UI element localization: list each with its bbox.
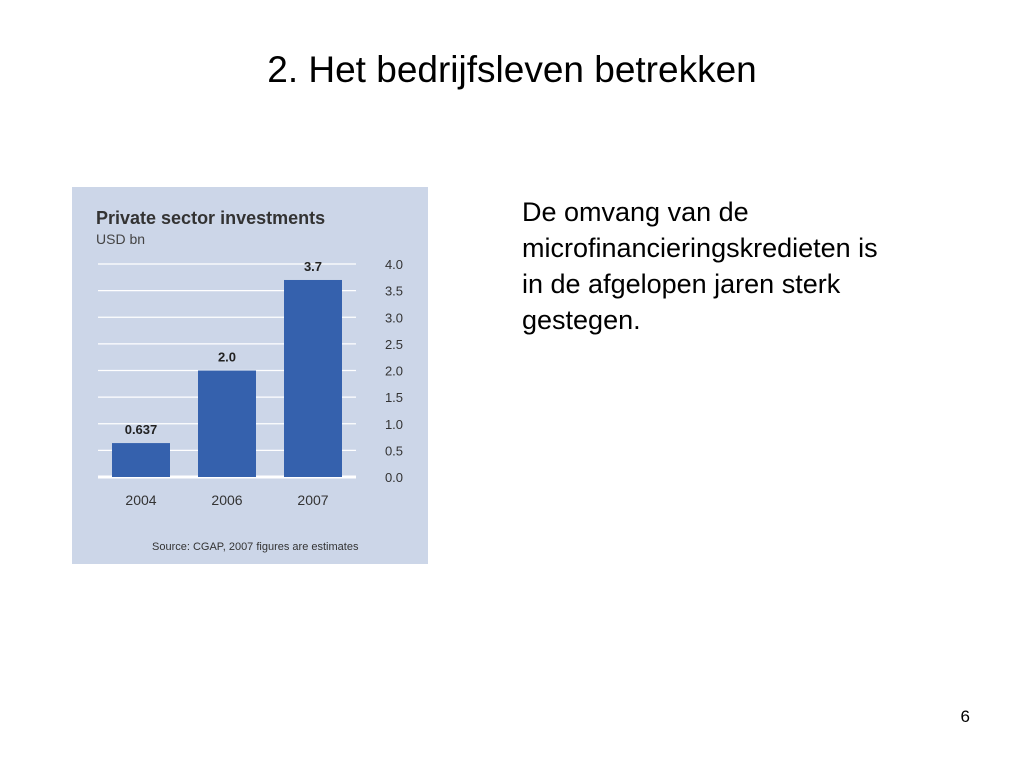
x-tick-label: 2007 bbox=[297, 492, 329, 508]
y-tick-label: 2.0 bbox=[384, 363, 404, 379]
bar bbox=[198, 371, 256, 478]
data-label: 3.7 bbox=[303, 258, 323, 274]
y-tick-labels bbox=[385, 257, 403, 485]
y-tick-label: 1.0 bbox=[384, 416, 404, 432]
body-line: in de afgelopen jaren sterk bbox=[522, 269, 841, 299]
chart-subtitle: USD bn bbox=[96, 231, 146, 247]
x-tick-labels bbox=[125, 492, 328, 508]
bar bbox=[112, 443, 170, 477]
y-tick-label: 1.5 bbox=[384, 390, 404, 406]
y-tick-label: 3.5 bbox=[384, 283, 404, 299]
x-tick-label: 2004 bbox=[125, 492, 157, 508]
y-tick-label: 4.0 bbox=[384, 257, 404, 272]
slide-number: 6 bbox=[960, 707, 970, 726]
x-tick-label: 2006 bbox=[211, 492, 243, 508]
body-line: microfinancieringskredieten is bbox=[522, 233, 878, 263]
data-label: 2.0 bbox=[217, 349, 237, 365]
y-tick-label: 0.0 bbox=[384, 470, 404, 485]
slide-title: 2. Het bedrijfsleven betrekken bbox=[267, 49, 757, 90]
bar-chart bbox=[72, 187, 428, 564]
body-line: gestegen. bbox=[522, 305, 641, 335]
chart-panel bbox=[72, 187, 428, 564]
y-tick-label: 0.5 bbox=[384, 443, 404, 459]
y-tick-label: 2.5 bbox=[384, 336, 404, 352]
body-line: De omvang van de bbox=[522, 197, 749, 227]
bar bbox=[284, 280, 342, 477]
chart-source: Source: CGAP, 2007 figures are estimates bbox=[152, 541, 359, 553]
body-text bbox=[522, 194, 992, 338]
data-label: 0.637 bbox=[124, 422, 158, 438]
y-tick-label: 3.0 bbox=[384, 310, 404, 326]
chart-title: Private sector investments bbox=[96, 208, 326, 228]
